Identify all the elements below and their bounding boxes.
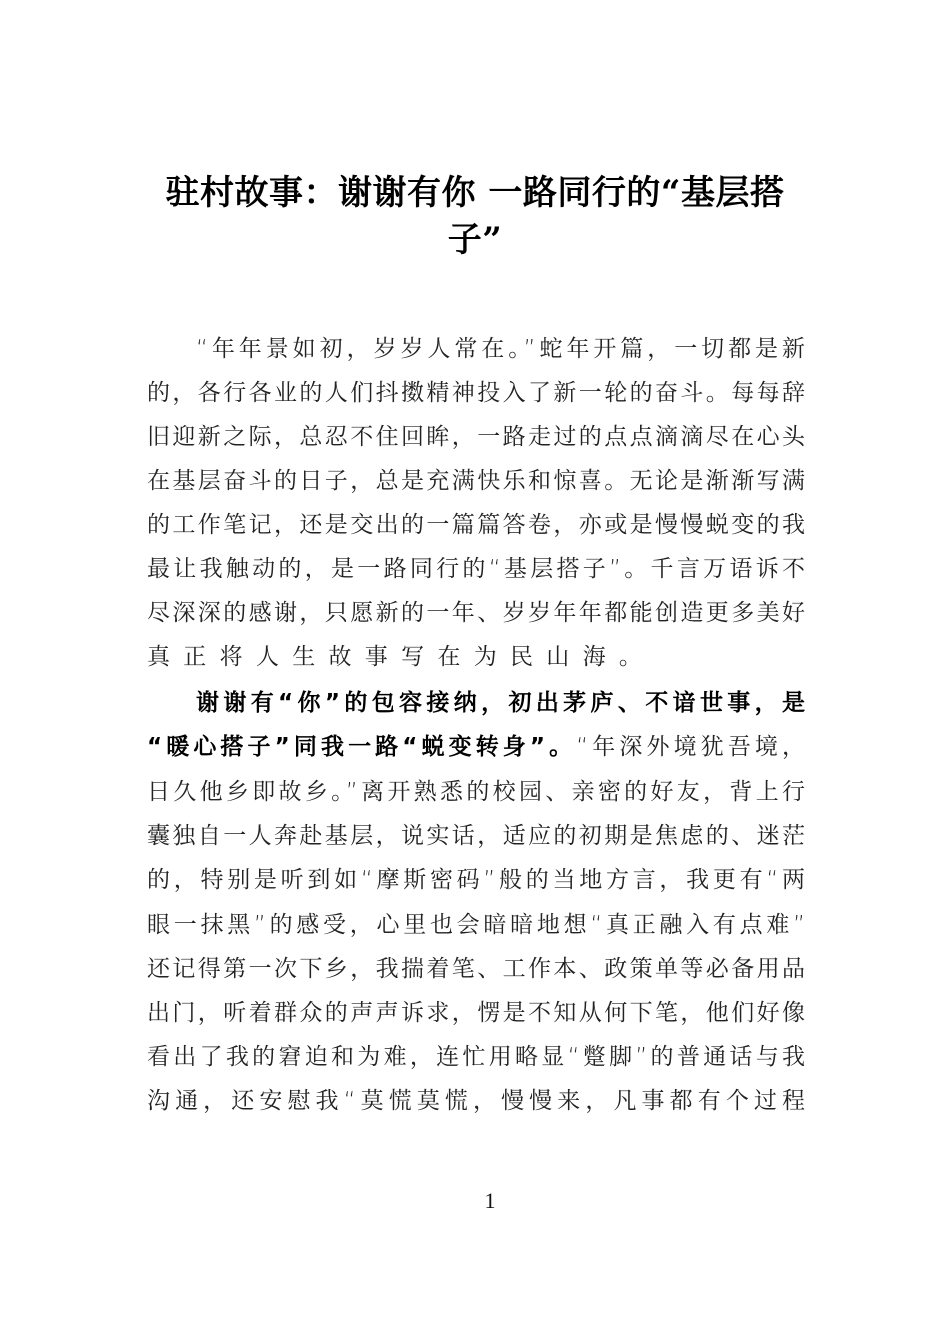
- text-segment: 在基层奋斗的日子，总是充满快乐和惊喜。无论是渐渐写满: [147, 468, 805, 494]
- paragraph-2-line: [147, 952, 805, 986]
- paragraph-2-line: [196, 686, 805, 720]
- paragraph-1-line: [147, 640, 805, 674]
- text-segment: 真正将人生故事写在为民山海。: [147, 644, 656, 670]
- text-segment: 眼一抹黑”的感受，心里也会暗暗地想“真正融入有点难”: [147, 912, 805, 938]
- document-title-line-1: 驻村故事：谢谢有你 一路同行的“基层搭: [165, 173, 785, 213]
- text-segment: 尽深深的感谢，只愿新的一年、岁岁年年都能创造更多美好: [147, 600, 805, 626]
- paragraph-1-line: [147, 464, 805, 498]
- paragraph-2-line: [147, 730, 805, 764]
- text-segment: “年深外境犹吾境，: [576, 734, 806, 760]
- page-number: 1: [484, 1188, 496, 1213]
- bold-text: 谢谢有“你”的包容接纳，初出茅庐、不谙世事，是: [196, 690, 805, 716]
- text-segment: 的，各行各业的人们抖擞精神投入了新一轮的奋斗。每每辞: [147, 380, 805, 406]
- paragraph-2-line: [147, 819, 805, 853]
- text-segment: 出门，听着群众的声声诉求，愣是不知从何下笔，他们好像: [147, 1000, 805, 1026]
- text-segment: 还记得第一次下乡，我揣着笔、工作本、政策单等必备用品: [147, 956, 805, 982]
- paragraph-2-line: [147, 863, 805, 897]
- text-segment: 看出了我的窘迫和为难，连忙用略显“蹩脚”的普通话与我: [147, 1044, 805, 1070]
- document-title-line-2: 子”: [447, 220, 503, 260]
- text-segment: 日久他乡即故乡。”离开熟悉的校园、亲密的好友，背上行: [147, 779, 805, 805]
- paragraph-2-line: [147, 908, 805, 942]
- text-segment: “年年景如初，岁岁人常在。”蛇年开篇，一切都是新: [196, 336, 805, 362]
- paragraph-1-line: [147, 552, 805, 586]
- text-segment: 囊独自一人奔赴基层，说实话，适应的初期是焦虑的、迷茫: [147, 823, 805, 849]
- paragraph-1-line: [147, 596, 805, 630]
- paragraph-2-line: [147, 1040, 805, 1074]
- text-segment: 沟通，还安慰我“莫慌莫慌，慢慢来，凡事都有个过程: [147, 1088, 805, 1114]
- text-segment: 旧迎新之际，总忍不住回眸，一路走过的点点滴滴尽在心头: [147, 424, 805, 450]
- bold-text: “暖心搭子”同我一路“蜕变转身”。: [147, 734, 577, 760]
- text-segment: 的工作笔记，还是交出的一篇篇答卷，亦或是慢慢蜕变的我: [147, 512, 805, 538]
- paragraph-2-line: [147, 1084, 805, 1118]
- paragraph-1-line: [147, 420, 805, 454]
- paragraph-2-line: [147, 996, 805, 1030]
- paragraph-2-line: [147, 775, 805, 809]
- paragraph-1-line: [147, 508, 805, 542]
- paragraph-1-line: [147, 376, 805, 410]
- text-segment: 最让我触动的，是一路同行的“基层搭子”。千言万语诉不: [147, 556, 805, 582]
- text-segment: 的，特别是听到如“摩斯密码”般的当地方言，我更有“两: [147, 867, 805, 893]
- paragraph-1-line: [196, 332, 805, 366]
